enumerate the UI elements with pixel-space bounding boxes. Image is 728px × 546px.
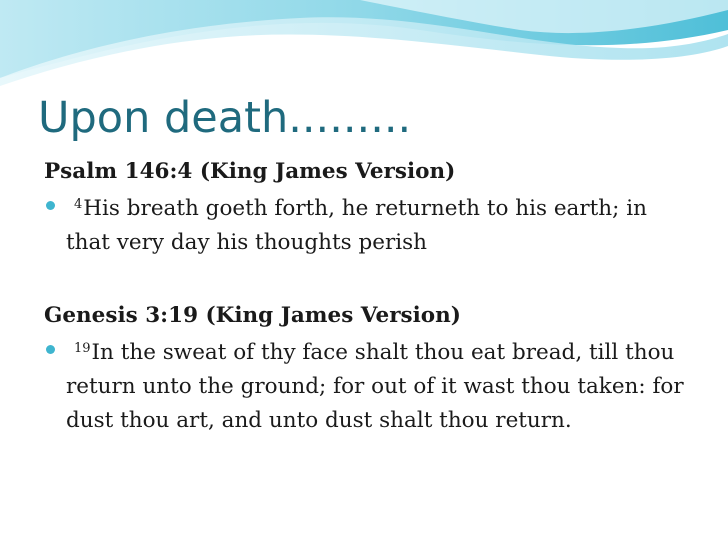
- verse-number: 19: [74, 341, 91, 356]
- passage-reference: Psalm 146:4 (King James Version): [44, 159, 456, 184]
- passage-bullet: [44, 188, 694, 260]
- passage-reference: Genesis 3:19 (King James Version): [44, 303, 461, 328]
- passage-psalm: [44, 156, 694, 260]
- passage-genesis: [44, 300, 694, 438]
- slide-title: Upon death.........: [38, 93, 412, 143]
- verse-number: 4: [74, 197, 83, 212]
- verse-text: In the sweat of thy face shalt thou eat bread, till thou return unto the ground; for out of it wast thou taken: for dust thou art, and unto dust shalt thou return.: [66, 340, 684, 433]
- wave-header-decoration: [0, 0, 728, 90]
- verse-text: His breath goeth forth, he returneth to his earth; in that very day his thoughts perish: [66, 196, 647, 255]
- bullet-dot-icon: [46, 201, 55, 210]
- passage-bullet: [44, 332, 694, 438]
- slide-body: [44, 156, 694, 438]
- bullet-dot-icon: [46, 345, 55, 354]
